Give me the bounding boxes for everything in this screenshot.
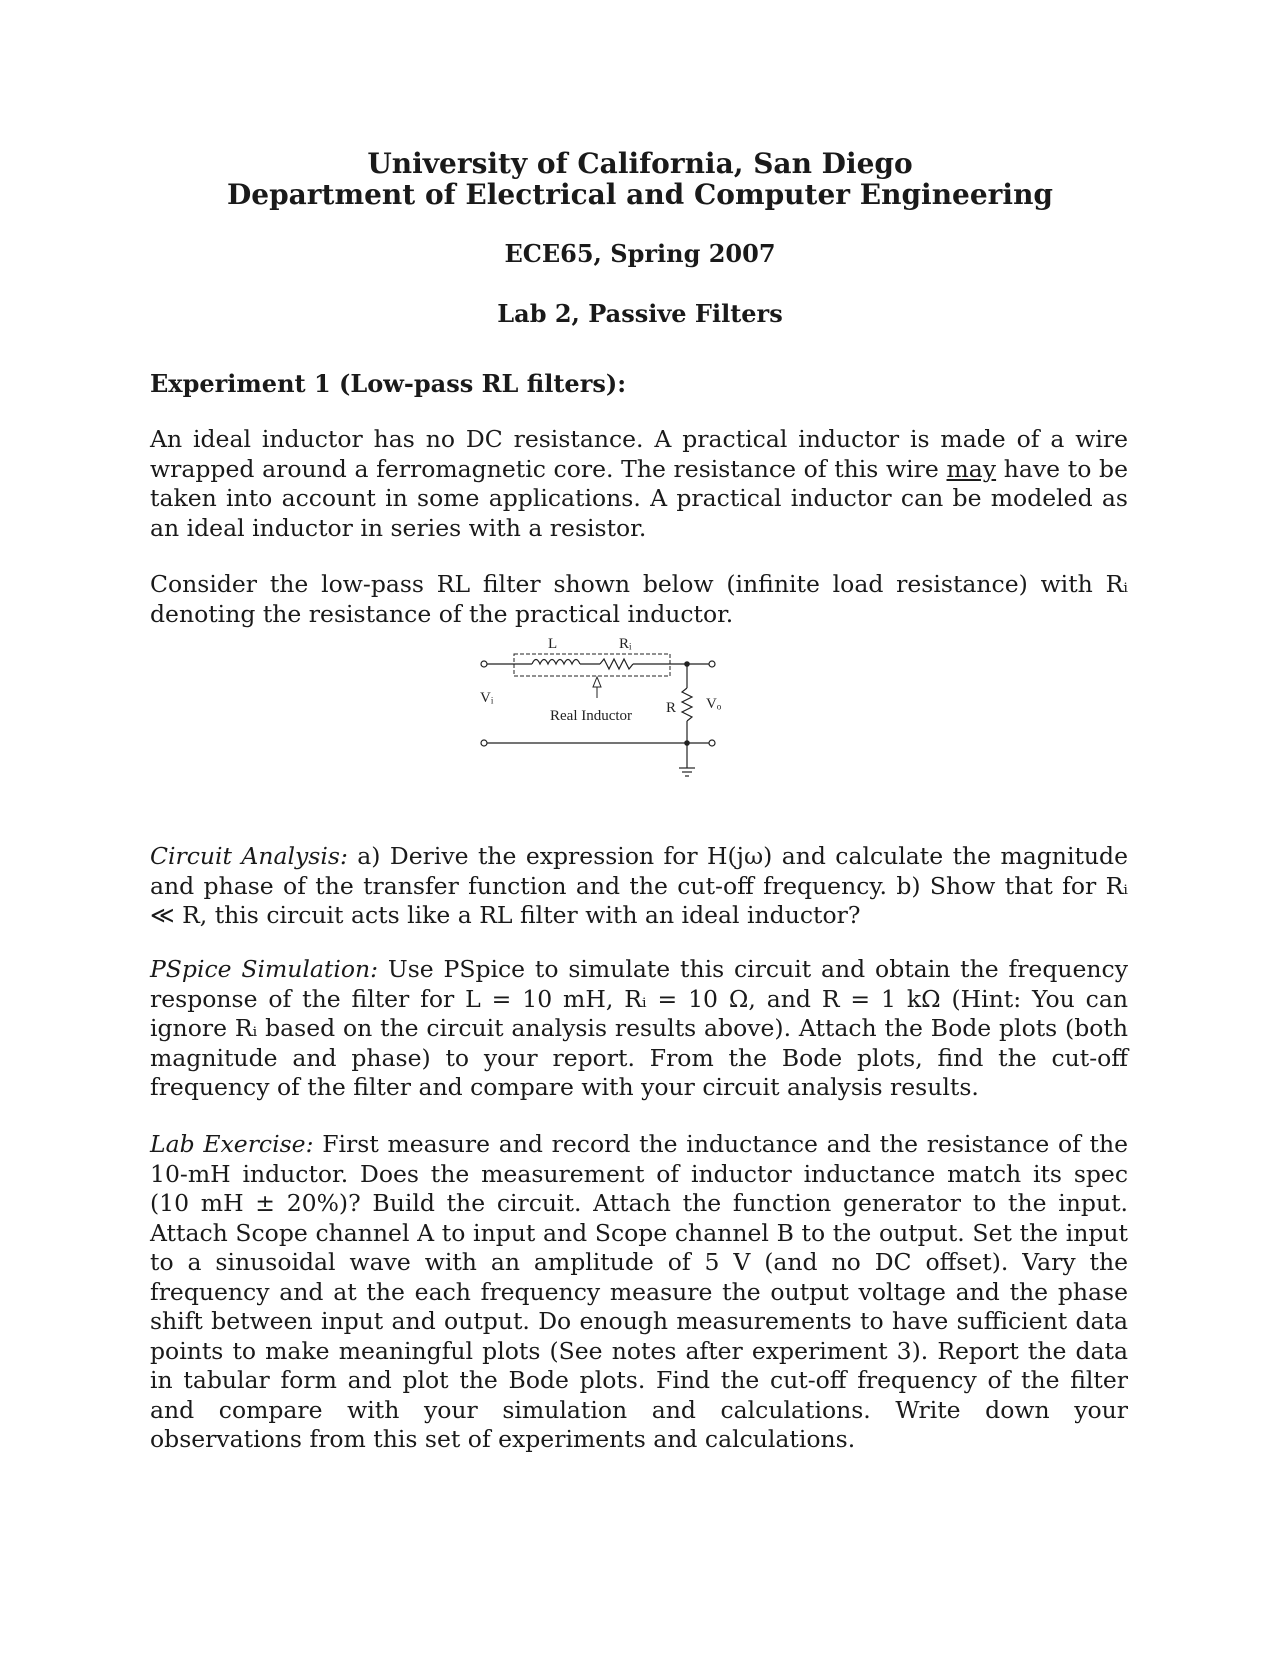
paragraph-inductor-intro — [150, 425, 1128, 543]
pspice-simulation-label: PSpice Simulation: — [150, 955, 379, 983]
university-title: University of California, San Diego — [367, 147, 913, 180]
label-Vo: Vₒ — [706, 696, 722, 712]
circuit-analysis-label: Circuit Analysis: — [150, 842, 348, 870]
p1-text-b: have to be taken into account in some applications. A practical inductor can be modeled as an ideal inductor in series with a resistor. — [150, 454, 1128, 542]
paragraph-consider-filter: Consider the low-pass RL filter shown below (infinite load resistance) with Rᵢ denoting the resistance of the practical inductor. — [150, 570, 1128, 628]
label-R: R — [666, 700, 677, 716]
department-title: Department of Electrical and Computer Engineering — [226, 178, 1053, 211]
rl-filter-circuit-diagram — [480, 632, 760, 800]
paragraph-circuit-analysis — [150, 842, 1128, 931]
label-L: L — [548, 636, 558, 652]
course-title: ECE65, Spring 2007 — [504, 239, 776, 268]
p1-underlined-may: may — [946, 454, 997, 483]
label-real-inductor: Real Inductor — [550, 708, 633, 724]
lab-exercise-body: First measure and record the inductance and the resistance of the 10-mH inductor. Does the measurement of inductor inductance match its spec (10 mH ± 20%)? Build the circuit. Attach the function generator to the input. Attach Scope channel A to input and Scope channel B to the output. Set the input to a sinusoidal wave with an amplitude of 5 V (and no DC offset). Vary the frequency and at the each frequency measure the output voltage and the phase shift between input and output. Do enough measurements to have sufficient data points to make meaningful plots (See notes after experiment 3). Report the data in tabular form and plot the Bode plots. Find the cut-off frequency of the filter and compare with your simulation and calculations. Write down your observations from this set of experiments and calculations. — [150, 1130, 1128, 1453]
p1-text-a: An ideal inductor has no DC resistance. A practical inductor is made of a wire wrapped around a ferromagnetic core. The resistance of this wire — [150, 425, 1128, 483]
paragraph-lab-exercise — [150, 1130, 1128, 1455]
experiment-heading: Experiment 1 (Low-pass RL filters): — [150, 369, 627, 398]
lab-title: Lab 2, Passive Filters — [497, 299, 783, 328]
label-Ri: Rᵢ — [619, 636, 632, 652]
pspice-simulation-body: Use PSpice to simulate this circuit and obtain the frequency response of the filter for L = 10 mH, Rᵢ = 10 Ω, and R = 1 kΩ (Hint: You can ignore Rᵢ based on the circuit analysis results above). Attach the Bode plots (both magnitude and phase) to your report. From the Bode plots, find the cut-off frequency of the filter and compare with your circuit analysis results. — [150, 955, 1128, 1101]
paragraph-pspice-simulation — [150, 955, 1128, 1103]
circuit-analysis-body: a) Derive the expression for H(jω) and calculate the magnitude and phase of the transfer function and the cut-off frequency. b) Show that for Rᵢ ≪ R, this circuit acts like a RL filter with an ideal inductor? — [150, 842, 1128, 929]
lab-exercise-label: Lab Exercise: — [150, 1130, 314, 1158]
label-Vi: Vᵢ — [480, 690, 494, 706]
